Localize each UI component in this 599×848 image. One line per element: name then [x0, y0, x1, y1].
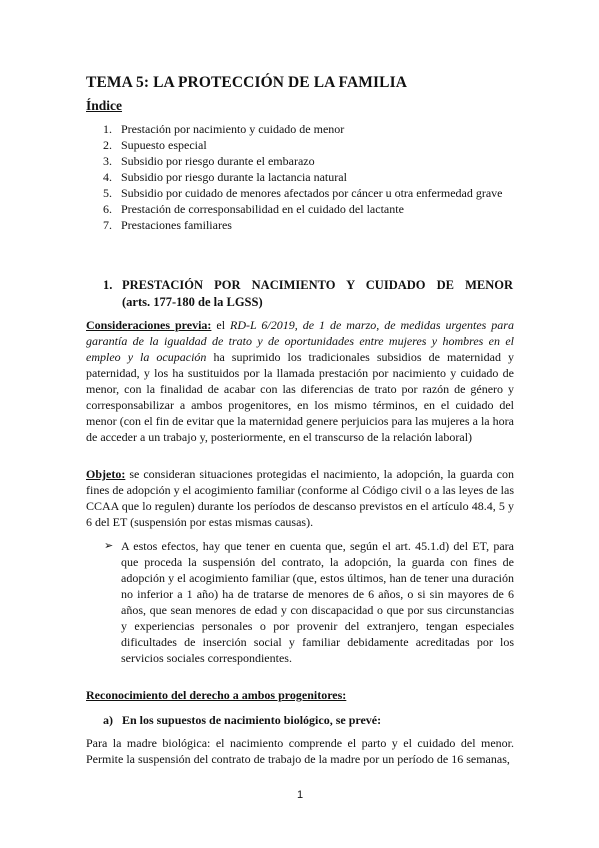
index-heading: Índice: [86, 98, 123, 113]
index-item-number: 4.: [103, 170, 112, 184]
index-item-label: Prestación de corresponsabilidad en el cuidado del lactante: [121, 202, 404, 216]
objeto-label: Objeto:: [86, 467, 126, 481]
index-item-number: 3.: [103, 154, 112, 168]
index-item-label: Subsidio por cuidado de menores afectados por cáncer u otra enfermedad grave: [121, 186, 503, 200]
index-item-number: 6.: [103, 202, 112, 216]
index-item-number: 2.: [103, 138, 112, 152]
index-item-label: Prestaciones familiares: [121, 218, 232, 232]
index-item-number: 1.: [103, 122, 112, 136]
arrow-bullet-icon: ➢: [104, 540, 114, 552]
index-item-label: Prestación por nacimiento y cuidado de menor: [121, 122, 345, 136]
index-item-label: Supuesto especial: [121, 138, 207, 152]
subsection-number: a): [103, 713, 113, 727]
index-item-number: 5.: [103, 186, 112, 200]
considerations-text: ha suprimido los tradicionales subsidios de maternidad y paternidad, y los ha sustituidos por la llamada prestación por nacimiento y cuidado de menor, con la finalidad de acabar con las diferencias de trato por razón de género y corresponsabilizar a ambos progenitores, en los mismo términos, en el cuidado del menor (con el fin de evitar que la maternidad genere perjuicios para las mujeres a la hora de acceder a un trabajo y, posteriormente, en el transcurso de la relación laboral): [86, 350, 514, 444]
subsection-label: En los supuestos de nacimiento biológico, se prevé:: [122, 713, 382, 727]
index-item: [103, 121, 503, 137]
index-item: [103, 217, 503, 233]
recognition-heading: Reconocimiento del derecho a ambos progenitores:: [86, 688, 347, 702]
section-number: 1.: [103, 278, 113, 292]
index-item-label: Subsidio por riesgo durante el embarazo: [121, 154, 315, 168]
bullet-item: [104, 538, 514, 666]
section-heading: [103, 277, 513, 311]
considerations-paragraph: [86, 317, 514, 445]
considerations-pre: el: [211, 318, 230, 332]
page-number: 1: [296, 789, 304, 801]
index-item-label: Subsidio por riesgo durante la lactancia natural: [121, 170, 347, 184]
index-item: [103, 153, 503, 169]
index-item-number: 7.: [103, 218, 112, 232]
objeto-text: se consideran situaciones protegidas el nacimiento, la adopción, la guarda con fines de adopción y el acogimiento familiar (conforme al Código civil o a las leyes de las CCAA que lo regulen) durante los períodos de descanso previstos en el artículo 48.4, 5 y 6 del ET (suspensión por estas mismas causas).: [86, 467, 514, 529]
section-title: PRESTACIÓN POR NACIMIENTO Y CUIDADO DE MENOR: [122, 278, 513, 292]
index-item: [103, 169, 503, 185]
final-paragraph: Para la madre biológica: el nacimiento comprende el parto y el cuidado del menor. Permite la suspensión del contrato de trabajo de la madre por un período de 16 semanas,: [86, 736, 514, 766]
considerations-label: Consideraciones previa:: [86, 318, 212, 332]
section-subtitle: (arts. 177-180 de la LGSS): [122, 295, 263, 309]
document-title: TEMA 5: LA PROTECCIÓN DE LA FAMILIA: [86, 74, 407, 91]
index-item: [103, 201, 503, 217]
index-item: [103, 185, 503, 201]
index-list: [103, 121, 503, 233]
objeto-paragraph: [86, 466, 514, 530]
bullet-text: A estos efectos, hay que tener en cuenta que, según el art. 45.1.d) del ET, para que proceda la suspensión del contrato, la adopción, la guarda con fines de adopción y el acogimiento familiar (que, estos últimos, han de tener una duración no inferior a 1 año) ha de tratarse de menores de 6 años, o si sin mayores de 6 años, que sean menores de edad y con discapacidad o que por sus circunstancias y experiencias personales o por provenir del extranjero, tengan especiales dificultades de inserción social y familiar debidamente acreditadas por los servicios sociales correspondientes.: [121, 539, 514, 665]
index-item: [103, 137, 503, 153]
subsection-heading: [103, 713, 381, 728]
considerations-decree: RD-L 6/2019, de 1 de marzo, de medidas urgentes para garantía de la igualdad de trato y de oportunidades entre mujeres y hombres en el empleo y la ocupación: [86, 318, 514, 364]
